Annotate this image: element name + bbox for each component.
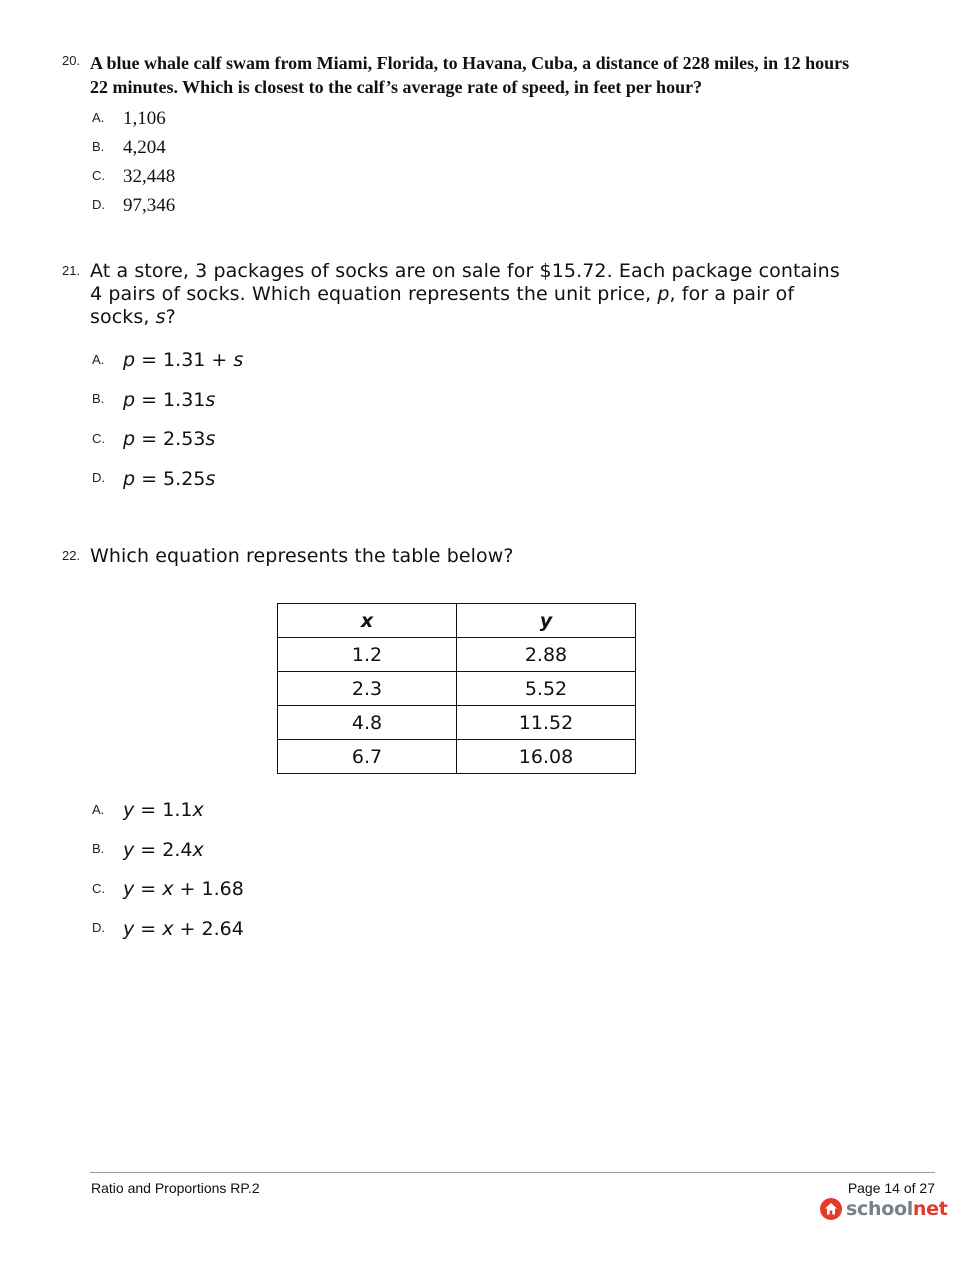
q22-option-c[interactable]: y = x + 1.68 [123, 878, 244, 900]
table-cell: 11.52 [457, 706, 636, 740]
q22-option-b-letter: B. [92, 841, 105, 856]
schoolnet-logo [820, 1196, 948, 1222]
table-row [278, 706, 636, 740]
table-row [278, 740, 636, 774]
q20-option-d-letter: D. [92, 197, 105, 212]
table-cell: 5.52 [457, 672, 636, 706]
q20-option-b-letter: B. [92, 139, 105, 154]
q22-option-d-letter: D. [92, 920, 105, 935]
q22-option-c-letter: C. [92, 881, 105, 896]
q21-option-d[interactable]: p = 5.25s [123, 468, 216, 490]
house-icon [820, 1198, 842, 1220]
table-row [278, 672, 636, 706]
table-cell: 4.8 [278, 706, 457, 740]
q22-option-a[interactable]: y = 1.1x [123, 799, 204, 821]
q21-option-d-letter: D. [92, 470, 105, 485]
table-header-y: y [457, 604, 636, 638]
table-row [278, 638, 636, 672]
q21-option-c[interactable]: p = 2.53s [123, 428, 216, 450]
q21-option-b[interactable]: p = 1.31s [123, 389, 216, 411]
q20-option-c-letter: C. [92, 168, 105, 183]
logo-wordmark: schoolnet [846, 1198, 948, 1220]
q22-option-a-letter: A. [92, 802, 105, 817]
table-cell: 1.2 [278, 638, 457, 672]
page-number: Page 14 of 27 [847, 1180, 935, 1196]
footer-divider [90, 1172, 935, 1173]
q22-option-b[interactable]: y = 2.4x [123, 839, 204, 861]
question-20-stem: A blue whale calf swam from Miami, Florida, to Havana, Cuba, a distance of 228 miles, in 12 hours 22 minutes. Which is closest to the calf’s average rate of speed, in feet per hour? [90, 53, 850, 97]
table-cell: 6.7 [278, 740, 457, 774]
question-21-number: 21. [62, 263, 81, 278]
q20-option-d[interactable]: 97,346 [123, 195, 176, 216]
question-21-stem: At a store, 3 packages of socks are on sale for $15.72. Each package contains 4 pairs of socks. Which equation represents the unit price, p, for a pair of socks, s? [90, 260, 840, 328]
question-22-stem: Which equation represents the table below? [90, 545, 514, 567]
q21-option-a[interactable]: p = 1.31 + s [123, 349, 244, 371]
q20-option-c[interactable]: 32,448 [123, 166, 176, 187]
q20-option-a[interactable]: 1,106 [123, 108, 166, 129]
table-cell: 2.3 [278, 672, 457, 706]
q22-option-d[interactable]: y = x + 2.64 [123, 918, 244, 940]
table-cell: 2.88 [457, 638, 636, 672]
table-cell: 16.08 [457, 740, 636, 774]
q20-option-b[interactable]: 4,204 [123, 137, 166, 158]
question-20-number: 20. [62, 53, 81, 68]
q20-option-a-letter: A. [92, 110, 105, 125]
q21-option-b-letter: B. [92, 391, 105, 406]
data-table [277, 603, 636, 774]
table-header-x: x [278, 604, 457, 638]
q21-option-a-letter: A. [92, 352, 105, 367]
footer-title: Ratio and Proportions RP.2 [91, 1180, 260, 1196]
question-22-number: 22. [62, 548, 81, 563]
q21-option-c-letter: C. [92, 431, 105, 446]
